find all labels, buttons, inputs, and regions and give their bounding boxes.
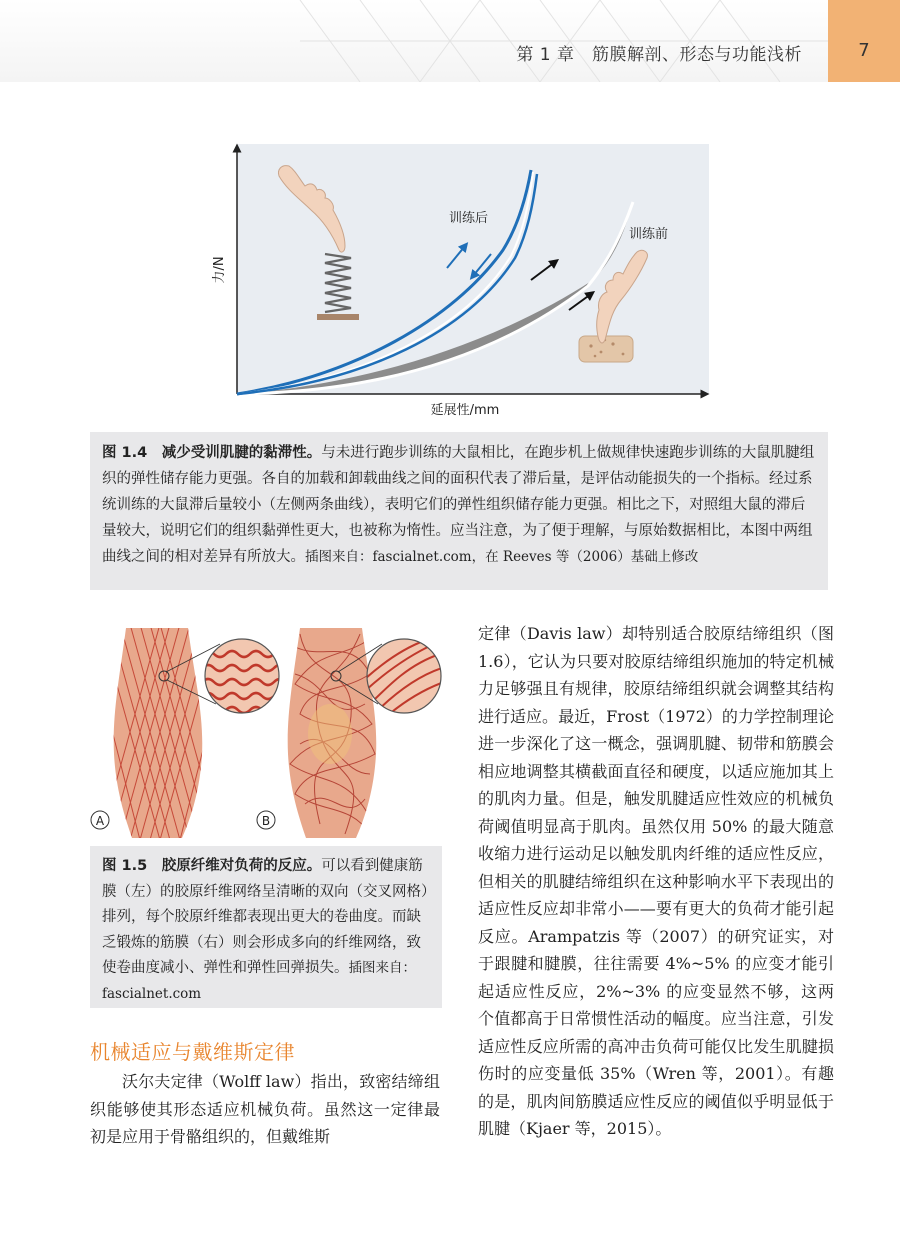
page-number: 7 [858, 40, 870, 61]
page-header [0, 0, 900, 82]
figure-1-5-caption [90, 846, 442, 1008]
label-after-training: 训练后 [449, 211, 489, 226]
x-axis-label: 延展性/mm [430, 403, 500, 418]
figure-1-5-caption-label: 图 1.5 胶原纤维对负荷的反应。 [102, 858, 322, 874]
figure-1-4 [193, 140, 713, 430]
figure-1-4-caption-text: 与未进行跑步训练的大鼠相比，在跑步机上做规律快速跑步训练的大鼠肌腱组织的弹性储存能力更强。各自的加载和卸载曲线之间的面积代表了滞后量，是评估动能损失的一个指标。经过系统训练的大鼠滞后量较小（左侧两条曲线），表明它们的弹性组织储存能力更强。相比之下，对照组大鼠的滞后量较大，说明它们的组织黏弹性更大，也被称为惰性。应当注意，为了便于理解，与原始数据相比，本图中两组曲线之间的相对差异有所放大。 [102, 445, 815, 565]
panel-b-zoom [362, 634, 446, 724]
body-left-column [90, 1068, 440, 1151]
panel-a-tissue [90, 624, 230, 840]
figure-1-4-caption-label: 图 1.4 减少受训肌腱的黏滞性。 [102, 445, 322, 461]
label-before-training: 训练前 [629, 227, 669, 242]
section-heading: 机械适应与戴维斯定律 [90, 1040, 295, 1064]
figure-1-5-caption-source: 插图来自：fascialnet.com [102, 960, 416, 1002]
figure-1-5-caption-text: 可以看到健康筋膜（左）的胶原纤维网络呈清晰的双向（交叉网格）排列，每个胶原纤维都表现出更大的卷曲度。而缺乏锻炼的筋膜（右）则会形成多向的纤维网络，致使卷曲度减小、弹性和弹性回弹损失。 [102, 858, 429, 976]
panel-a-label: A [95, 814, 105, 828]
figure-1-4-caption [90, 432, 828, 590]
figure-1-5 [90, 624, 446, 840]
page-number-tab [828, 0, 900, 82]
y-axis-label: 力/N [212, 256, 227, 284]
figure-1-4-caption-source: 插图来自：fascialnet.com，在 Reeves 等（2006）基础上修改 [305, 549, 699, 565]
panel-b-label: B [261, 814, 271, 828]
body-paragraph-right: 定律（Davis law）却特别适合胶原结缔组织（图 1.6），它认为只要对胶原结缔组织施加的特定机械力足够强且有规律，胶原结缔组织就会调整其结构进行适应。最近，Frost（1972）的力学控制理论进一步深化了这一概念，强调肌腱、韧带和筋膜会相应地调整其横截面直径和硬度，以适应施加其上的肌肉力量。但是，触发肌腱适应性效应的机械负荷阈值明显高于肌肉。虽然仅用 50% 的最大随意收缩力进行运动足以触发肌肉纤维的适应性反应，但相关的肌腱结缔组织在这种影响水平下表现出的适应性反应却非常小——要有更大的负荷才能引起反应。Arampatzis 等（2007）的研究证实，对于跟腱和腱膜，往往需要 4%~5% 的应变才能引起适应性反应，2%~3% 的应变显然不够，这两个值都高于日常惯性活动的幅度。应当注意，引发适应性反应所需的高冲击负荷可能仅比发生肌腱损伤时的应变量低 35%（Wren 等，2001）。有趣的是，肌肉间筋膜适应性反应的阈值似乎明显低于肌腱（Kjaer 等，2015）。 [478, 624, 834, 1138]
chapter-title: 第 1 章 筋膜解剖、形态与功能浅析 [516, 45, 802, 65]
body-paragraph-left: 沃尔夫定律（Wolff law）指出，致密结缔组织能够使其形态适应机械负荷。虽然这一定律最初是应用于骨骼组织的，但戴维斯 [90, 1072, 440, 1146]
body-right-column [478, 620, 834, 1143]
